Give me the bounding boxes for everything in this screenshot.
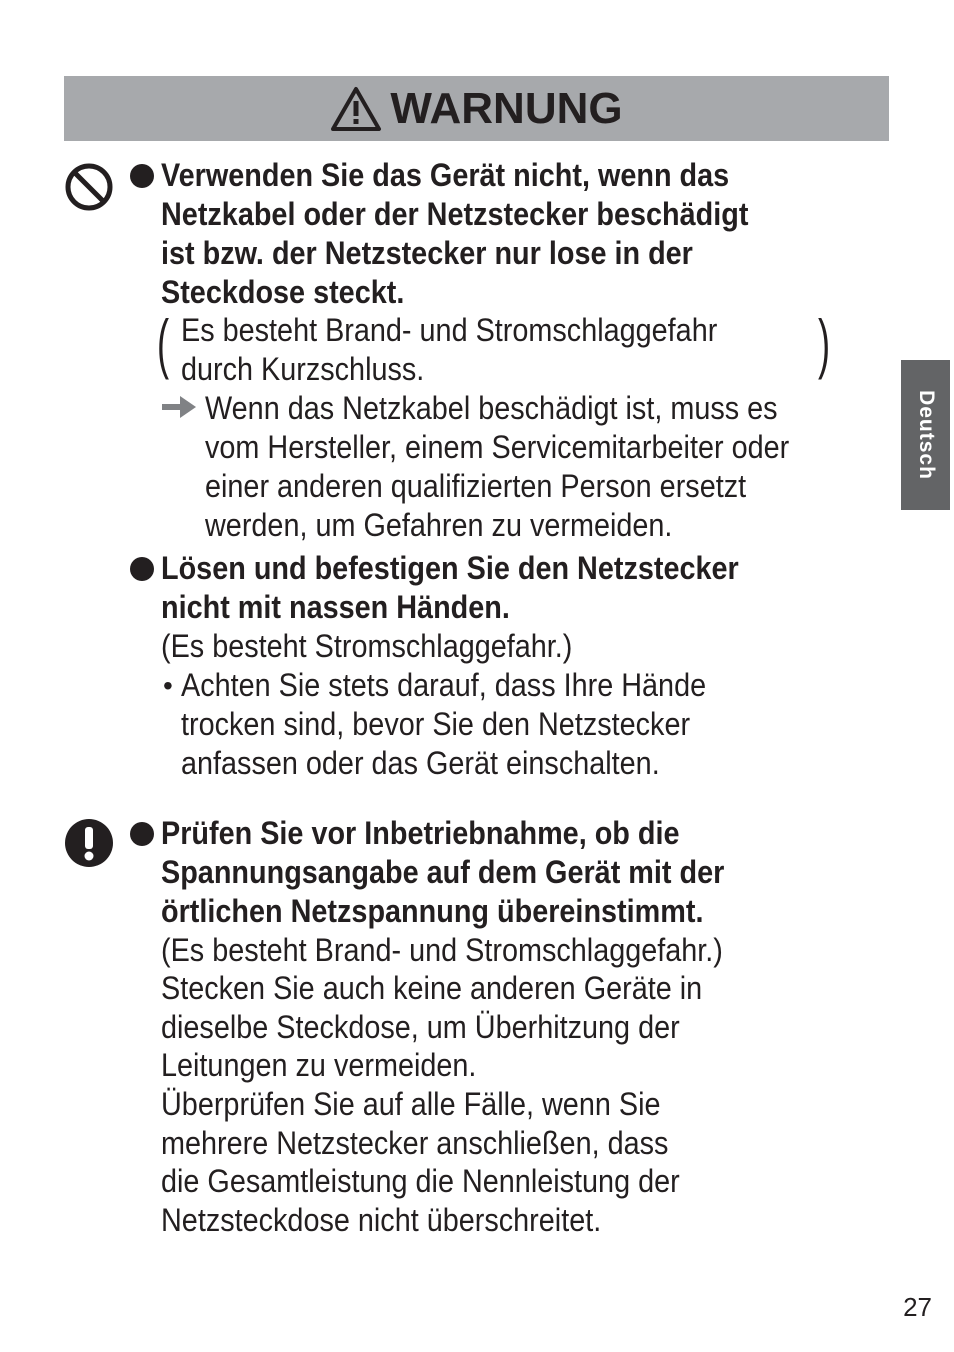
arrow-text-line: einer anderen qualifizierten Person ersetzt <box>205 468 747 504</box>
language-tab-label: Deutsch <box>914 390 938 480</box>
heading-line: nicht mit nassen Händen. <box>161 589 510 625</box>
close-parenthesis: ) <box>818 306 831 380</box>
body-line: Netzsteckdose nicht überschreitet. <box>161 1202 602 1238</box>
arrow-text-line: Wenn das Netzkabel beschädigt ist, muss es <box>205 390 778 426</box>
note-line: Es besteht Brand- und Stromschlaggefahr <box>181 312 718 348</box>
heading-line: Verwenden Sie das Gerät nicht, wenn das <box>161 157 730 193</box>
heading-line: Steckdose steckt. <box>161 274 405 310</box>
header-title: WARNUNG <box>390 83 623 133</box>
prohibition-icon <box>64 162 114 212</box>
heading-line: örtlichen Netzspannung übereinstimmt. <box>161 893 704 929</box>
body-line: dieselbe Steckdose, um Überhitzung der <box>161 1009 680 1045</box>
heading-line: Spannungsangabe auf dem Gerät mit der <box>161 854 725 890</box>
bullet-dot <box>130 164 154 188</box>
body-line: Leitungen zu vermeiden. <box>161 1047 477 1083</box>
note-line: durch Kurzschluss. <box>181 351 425 387</box>
body-line: die Gesamtleistung die Nennleistung der <box>161 1163 680 1199</box>
heading-line: Netzkabel oder der Netzstecker beschädigt <box>161 196 749 232</box>
body-line: (Es besteht Brand- und Stromschlaggefahr.) <box>161 932 723 968</box>
bullet-text-line: Achten Sie stets darauf, dass Ihre Hände <box>181 667 707 703</box>
page-number: 27 <box>903 1292 932 1322</box>
bullet-dot <box>130 557 154 581</box>
bullet-mark: • <box>163 670 173 701</box>
heading-line: Lösen und befestigen Sie den Netzstecker <box>161 550 739 586</box>
body-line: Überprüfen Sie auf alle Fälle, wenn Sie <box>161 1086 661 1122</box>
arrow-text-line: werden, um Gefahren zu vermeiden. <box>205 507 673 543</box>
body-line: Stecken Sie auch keine anderen Geräte in <box>161 970 703 1006</box>
arrow-text-line: vom Hersteller, einem Servicemitarbeiter oder <box>205 429 790 465</box>
open-parenthesis: ( <box>157 306 170 380</box>
heading-line: ist bzw. der Netzstecker nur lose in der <box>161 235 693 271</box>
bullet-text-line: anfassen oder das Gerät einschalten. <box>181 745 660 781</box>
heading-line: Prüfen Sie vor Inbetriebnahme, ob die <box>161 815 680 851</box>
body-line: mehrere Netzstecker anschließen, dass <box>161 1125 669 1161</box>
warning-triangle-icon <box>330 86 382 132</box>
bullet-text-line: trocken sind, bevor Sie den Netzstecker <box>181 706 691 742</box>
note-line: (Es besteht Stromschlaggefahr.) <box>161 628 573 664</box>
warning-header <box>64 76 889 141</box>
mandatory-exclamation-icon <box>64 818 114 868</box>
bullet-dot <box>130 822 154 846</box>
language-tab <box>901 360 950 510</box>
arrow-right-icon <box>162 396 196 418</box>
